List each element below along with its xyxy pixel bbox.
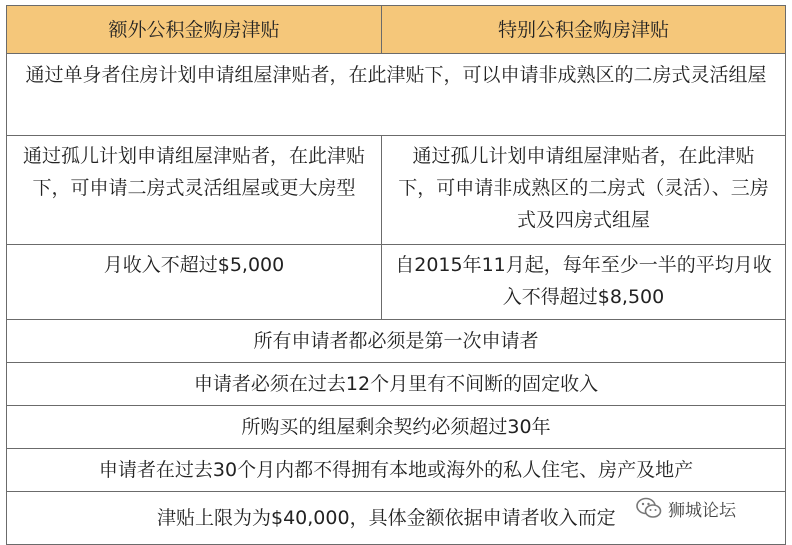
table-row: [7, 54, 786, 136]
income-extra-cell: 月收入不超过$5,000: [7, 245, 382, 320]
grant-cap-text: 津贴上限为为$40,000，具体金额依据申请者收入而定: [157, 507, 616, 529]
first-timer-cell: 所有申请者都必须是第一次申请者: [7, 320, 786, 363]
no-property-cell: 申请者在过去30个月内都不得拥有本地或海外的私人住宅、房产及地产: [7, 449, 786, 492]
table-row: [7, 320, 786, 363]
single-scheme-cell: 通过单身者住房计划申请组屋津贴者，在此津贴下，可以申请非成熟区的二房式灵活组屋: [7, 54, 786, 136]
wechat-icon: [636, 497, 662, 519]
grant-comparison-table: [6, 5, 786, 545]
table-row: [7, 136, 786, 245]
table-row: [7, 449, 786, 492]
table-row: [7, 406, 786, 449]
header-special-grant: 特别公积金购房津贴: [382, 6, 786, 54]
table-row: [7, 363, 786, 406]
header-row: [7, 6, 786, 54]
steady-income-cell: 申请者必须在过去12个月里有不间断的固定收入: [7, 363, 786, 406]
orphan-extra-cell: 通过孤儿计划申请组屋津贴者，在此津贴下，可申请二房式灵活组屋或更大房型: [7, 136, 382, 245]
watermark-text: 狮城论坛: [668, 500, 736, 521]
income-special-cell: 自2015年11月起，每年至少一半的平均月收入不得超过$8,500: [382, 245, 786, 320]
table-row: [7, 245, 786, 320]
lease-cell: 所购买的组屋剩余契约必须超过30年: [7, 406, 786, 449]
header-extra-grant: 额外公积金购房津贴: [7, 6, 382, 54]
watermark: [632, 494, 736, 522]
orphan-special-cell: 通过孤儿计划申请组屋津贴者，在此津贴下，可申请非成熟区的二房式（灵活）、三房式及四房式组屋: [382, 136, 786, 245]
